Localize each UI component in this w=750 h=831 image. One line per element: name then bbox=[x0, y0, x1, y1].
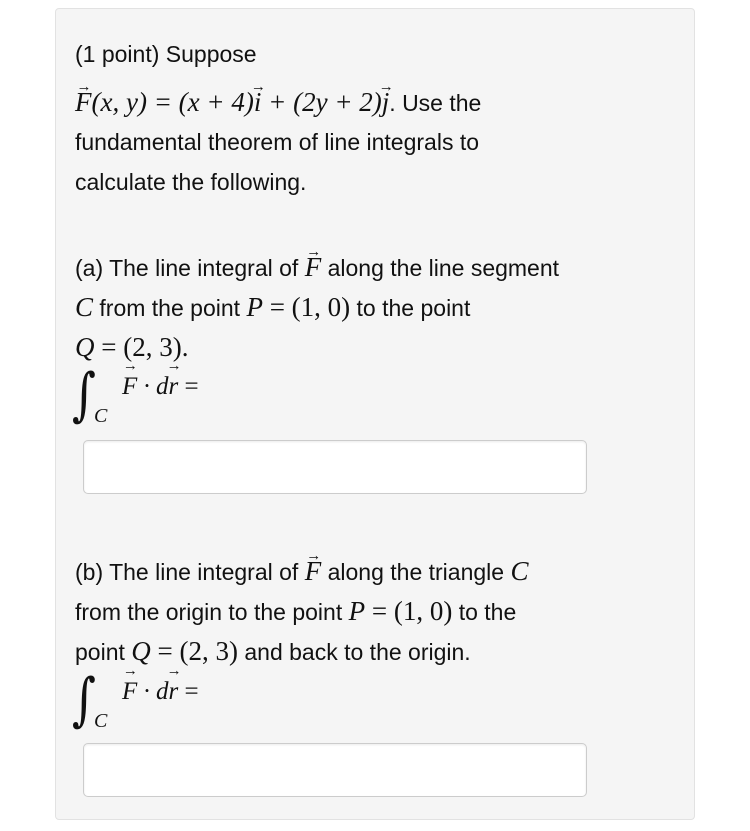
math-F: → F bbox=[122, 373, 137, 401]
text: to the point bbox=[350, 295, 471, 321]
problem-card bbox=[55, 8, 695, 820]
math-eq: = bbox=[178, 678, 199, 705]
integral-sign-icon: ∫ bbox=[72, 360, 96, 428]
integral-subscript: C bbox=[94, 710, 108, 732]
text: from the origin to the point bbox=[75, 599, 349, 625]
problem-header: (1 point) Suppose bbox=[75, 41, 257, 67]
math-args: (x, y) = (x + 4) bbox=[91, 87, 254, 117]
text: point bbox=[75, 639, 132, 665]
text: along the line segment bbox=[321, 255, 560, 281]
math-F: → F bbox=[122, 678, 137, 706]
integral-sign-icon: ∫ bbox=[72, 665, 96, 733]
intro-line: fundamental theorem of line integrals to bbox=[75, 129, 480, 155]
math-P: P bbox=[246, 292, 263, 322]
math-F: → F bbox=[305, 556, 322, 586]
math-F: → F bbox=[75, 87, 92, 117]
intro-line: calculate the following. bbox=[75, 169, 307, 195]
math-j: → j bbox=[382, 87, 390, 117]
part-b-line2 bbox=[75, 596, 516, 627]
answer-input-a[interactable] bbox=[83, 440, 587, 494]
text: (b) The line integral of bbox=[75, 559, 305, 585]
text: and back to the origin. bbox=[237, 639, 471, 665]
math-F: → F bbox=[305, 252, 322, 282]
part-a-line2 bbox=[75, 292, 470, 323]
math-Q: Q bbox=[75, 332, 95, 362]
integrand bbox=[122, 373, 199, 401]
integrand bbox=[122, 678, 199, 706]
math-Q-value: = (2, 3) bbox=[150, 636, 238, 666]
math-eq: = bbox=[178, 373, 199, 400]
part-a-line1 bbox=[75, 252, 559, 283]
math-dot: · d bbox=[137, 373, 169, 400]
math-C: C bbox=[75, 292, 94, 322]
math-dot: · d bbox=[137, 678, 169, 705]
math-P-value: = (1, 0) bbox=[262, 292, 351, 322]
text: (a) The line integral of bbox=[75, 255, 305, 281]
math-P-value: = (1, 0) bbox=[365, 596, 453, 626]
integral-subscript: C bbox=[94, 405, 108, 427]
math-Q-value: = (2, 3). bbox=[94, 332, 189, 362]
math-mid: + (2y + 2) bbox=[261, 87, 382, 117]
part-b-line1 bbox=[75, 556, 528, 587]
vector-field-definition bbox=[75, 87, 481, 118]
math-r: → r bbox=[169, 373, 179, 401]
math-C: C bbox=[510, 556, 529, 586]
answer-input-b[interactable] bbox=[83, 743, 587, 797]
math-Q: Q bbox=[131, 636, 151, 666]
math-i: → i bbox=[254, 87, 262, 117]
text: from the point bbox=[93, 295, 247, 321]
math-P: P bbox=[348, 596, 366, 626]
text: to the bbox=[452, 599, 517, 625]
text: along the triangle bbox=[321, 559, 511, 585]
text: . Use the bbox=[389, 90, 482, 116]
math-r: → r bbox=[169, 678, 179, 706]
